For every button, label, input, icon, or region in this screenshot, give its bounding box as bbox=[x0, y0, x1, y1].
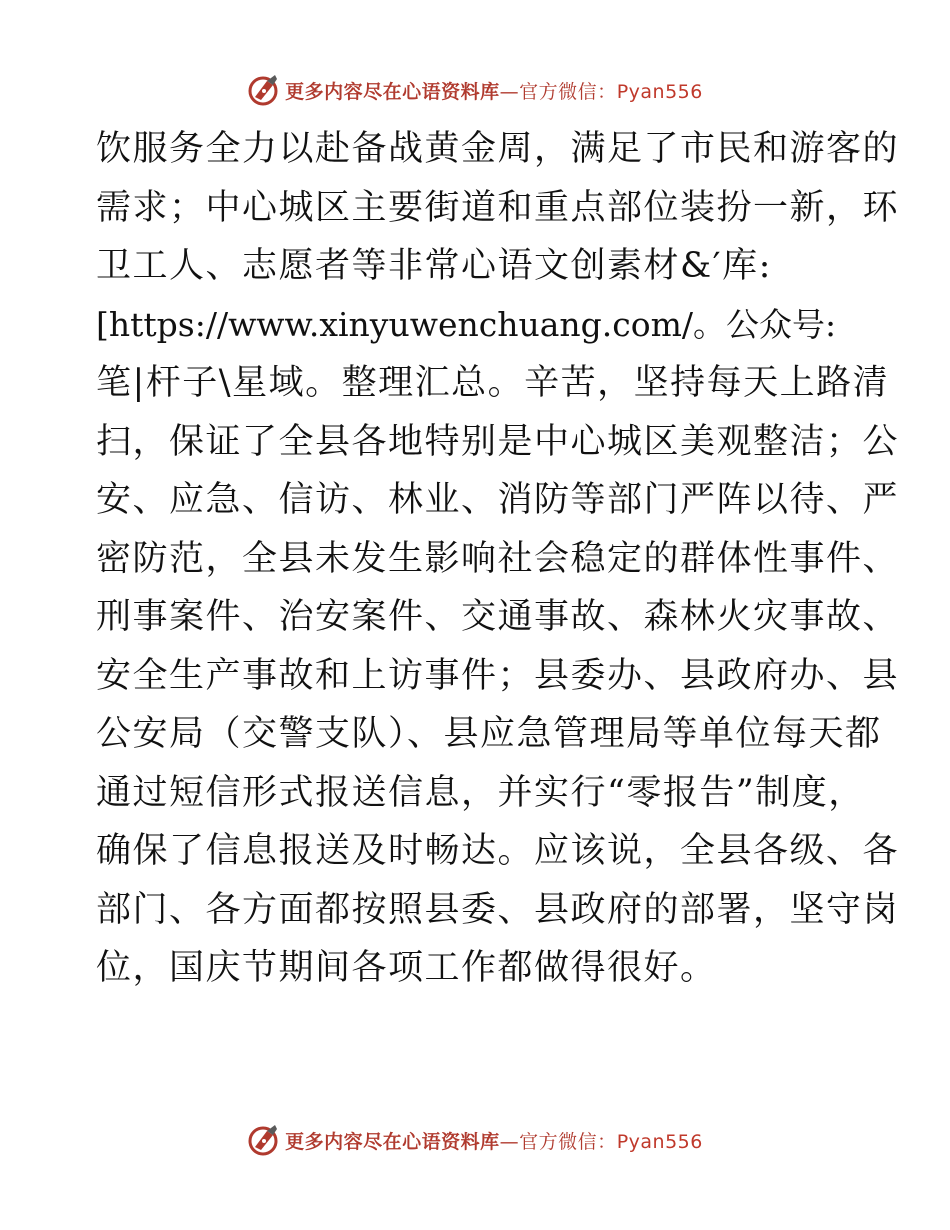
document-body bbox=[96, 120, 900, 998]
pen-nib-circle-icon bbox=[247, 73, 281, 107]
banner-dash: — bbox=[499, 80, 520, 103]
banner-dash: — bbox=[499, 1130, 520, 1153]
body-line: 需求；中心城区主要街道和重点部位装扮一新，环 bbox=[96, 187, 900, 228]
body-line: 饮服务全力以赴备战黄金周，满足了市民和游客的 bbox=[96, 129, 900, 169]
body-line: 公安局（交警支队）、县应急管理局等单位每天都 bbox=[96, 714, 882, 754]
banner-label: 官方微信： bbox=[519, 80, 617, 103]
pen-nib-circle-icon bbox=[247, 1123, 281, 1157]
body-line: 密防范，全县未发生影响社会稳定的群体性事件、 bbox=[96, 538, 900, 579]
banner-wechat-id: Pyan556 bbox=[616, 1130, 703, 1153]
footer-banner bbox=[0, 1120, 950, 1160]
body-line: 扫，保证了全县各地特别是中心城区美观整洁；公 bbox=[96, 421, 900, 462]
body-line: 安全生产事故和上访事件；县委办、县政府办、县 bbox=[96, 655, 900, 696]
body-line: 确保了信息报送及时畅达。应该说，全县各级、各 bbox=[96, 831, 900, 871]
banner-wechat-id: Pyan556 bbox=[616, 80, 703, 103]
body-line: 刑事案件、治安案件、交通事故、森林火灾事故、 bbox=[96, 597, 900, 637]
body-line: 部门、各方面都按照县委、县政府的部署，坚守岗 bbox=[96, 889, 900, 930]
banner-text bbox=[285, 77, 703, 104]
header-banner bbox=[0, 70, 950, 110]
body-line: 安、应急、信访、林业、消防等部门严阵以待、严 bbox=[96, 480, 900, 520]
body-line: 通过短信形式报送信息，并实行“零报告”制度， bbox=[96, 772, 865, 813]
body-line-url: [https://www.xinyuwenchuang.com/。公众号: bbox=[96, 304, 837, 344]
banner-lead: 更多内容尽在心语资料库 bbox=[285, 1130, 500, 1153]
body-line: 位，国庆节期间各项工作都做得很好。 bbox=[96, 948, 717, 988]
body-line: 笔|杆子\星域。整理汇总。辛苦，坚持每天上路清 bbox=[96, 363, 890, 403]
banner-lead: 更多内容尽在心语资料库 bbox=[285, 80, 500, 103]
banner-text bbox=[285, 1127, 703, 1154]
body-line: 卫工人、志愿者等非常心语文创素材&′库: bbox=[96, 246, 772, 286]
banner-label: 官方微信： bbox=[519, 1130, 617, 1153]
